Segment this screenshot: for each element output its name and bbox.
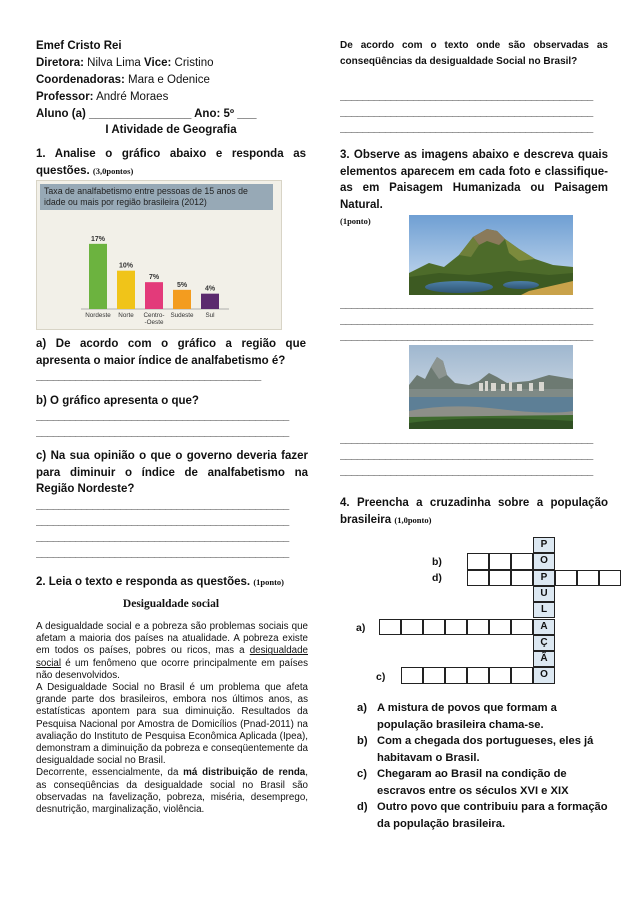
crossword-cell-d[interactable] — [555, 570, 577, 586]
chart-bar — [145, 282, 163, 309]
crossword-cell-d[interactable] — [577, 570, 599, 586]
chart-svg — [37, 181, 281, 329]
answer-line[interactable]: _____________________________________________ — [340, 90, 593, 102]
chart-tick-label: Centro- — [143, 312, 165, 319]
director-line: Diretora: Nilva Lima Vice: Cristino — [36, 57, 214, 69]
q1a-text: a) De acordo com o gráfico a região que apresenta o maior índice de analfabetismo é? — [36, 338, 306, 367]
chart-bar — [117, 271, 135, 309]
crossword-label-a: a) — [356, 622, 366, 634]
crossword-cell-a[interactable] — [467, 619, 489, 635]
answer-line[interactable]: _____________________________________________ — [36, 499, 289, 511]
chart-bar — [173, 290, 191, 309]
crossword-key-cell — [533, 651, 555, 667]
crossword-cell-c[interactable] — [401, 667, 423, 683]
crossword-cell-c[interactable] — [467, 667, 489, 683]
paragraph: Decorrente, essencialmente, da má distribuição de renda, as conseqüências da desigualdade social no Brasil são observadas na favelização, pobreza, miséria, desemprego, desnutrição, marginalização, violência. — [36, 767, 308, 816]
answer-line[interactable]: _____________________________________________ — [340, 433, 593, 445]
chart-data-label: 4% — [204, 285, 216, 293]
student-line: Aluno (a) ________________ Ano: 5º ___ — [36, 108, 257, 120]
answer-line[interactable]: _____________________________________________ — [36, 410, 289, 422]
answer-line[interactable]: _____________________________________________ — [36, 515, 289, 527]
coordinators-line: Coordenadoras: Mara e Odenice — [36, 74, 210, 86]
crossword-letter: Ç — [540, 636, 548, 648]
answer-line[interactable]: _____________________________________________ — [340, 449, 593, 461]
crossword-letter: A — [540, 620, 548, 632]
q2-text: 2. Leia o texto e responda as questões. (1ponto) — [36, 576, 285, 588]
answer-line[interactable]: _____________________________________________ — [340, 314, 593, 326]
crossword-cell-a[interactable] — [401, 619, 423, 635]
clue-item — [357, 799, 608, 832]
mountain-landscape-photo — [409, 215, 573, 295]
crossword-clues — [357, 700, 608, 832]
crossword-key-cell — [533, 537, 555, 553]
chart-bar — [201, 294, 219, 309]
crossword-cell-d[interactable] — [599, 570, 621, 586]
chart-tick-label: -Oeste — [144, 319, 164, 326]
text-title: Desigualdade social — [122, 598, 220, 610]
clue-item — [357, 700, 608, 733]
crossword-label-d: d) — [432, 572, 442, 584]
clue-letter: c) — [357, 768, 367, 780]
teacher-line: Professor: André Moraes — [36, 91, 169, 103]
chart-bar — [89, 244, 107, 309]
clue-letter: a) — [357, 702, 367, 714]
crossword-cell-a[interactable] — [379, 619, 401, 635]
crossword-cell-a[interactable] — [445, 619, 467, 635]
crossword-letter: P — [540, 539, 548, 550]
crossword-letter: O — [540, 555, 548, 567]
answer-line[interactable]: _____________________________________________ — [340, 298, 593, 310]
clue-text: A mistura de povos que formam a população brasileira chama-se. — [377, 702, 557, 731]
crossword-letter: P — [540, 571, 548, 583]
crossword-key-cell — [533, 570, 555, 586]
q4-text: 4. Preencha a cruzadinha sobre a população brasileira (1,0ponto) — [340, 497, 608, 526]
crossword-key-cell — [533, 635, 555, 651]
crossword-key-cell — [533, 586, 555, 602]
chart-data-label: 10% — [118, 262, 134, 270]
crossword-letter: U — [540, 587, 548, 599]
q2-question: De acordo com o texto onde são observadas as conseqüências da desigualdade Social no Brasil? — [340, 40, 608, 67]
chart-tick-label: Sul — [205, 312, 215, 319]
crossword-cell-d[interactable] — [467, 570, 489, 586]
answer-line[interactable]: ________________________________________ — [36, 370, 261, 382]
crossword-key-cell — [533, 619, 555, 635]
chart-data-label: 17% — [90, 235, 106, 243]
reading-text — [36, 621, 308, 816]
crossword-letter: O — [540, 669, 548, 681]
crossword-label-c: c) — [376, 671, 386, 683]
answer-line[interactable]: _____________________________________________ — [340, 106, 593, 118]
crossword-cell-c[interactable] — [511, 667, 533, 683]
paragraph: A desigualdade social e a pobreza são problemas sociais que afetam a maioria dos países na atualidade. A pobreza existe em todos os países, pobres ou ricos, mas a desigualdade social é um fenômeno que ocorre principalmente em países não desenvolvidos. — [36, 621, 308, 681]
answer-line[interactable]: _____________________________________________ — [36, 547, 289, 559]
chart-data-label: 5% — [176, 281, 188, 289]
school-name: Emef Cristo Rei — [36, 40, 122, 52]
crossword-cell-d[interactable] — [489, 570, 511, 586]
q1-text: 1. Analise o gráfico abaixo e responda as questões. (3,0pontos) — [36, 148, 306, 177]
literacy-chart — [36, 180, 282, 330]
crossword-letter: Ã — [540, 653, 548, 665]
answer-line[interactable]: _____________________________________________ — [340, 465, 593, 477]
crossword-cell-b[interactable] — [511, 553, 533, 569]
mountain-landscape-image — [409, 215, 573, 295]
city-bay-photo — [409, 345, 573, 429]
crossword-label-b: b) — [432, 556, 442, 568]
answer-line[interactable]: _____________________________________________ — [340, 330, 593, 342]
clue-letter: d) — [357, 801, 368, 813]
clue-item — [357, 766, 608, 799]
city-bay-image — [409, 345, 573, 429]
crossword-cell-b[interactable] — [489, 553, 511, 569]
q1c-text: c) Na sua opinião o que o governo deveria fazer para diminuir o índice de analfabetismo na Região Nordeste? — [36, 450, 308, 495]
chart-tick-label: Norte — [118, 312, 134, 319]
crossword-key-cell — [533, 667, 555, 683]
crossword-cell-b[interactable] — [467, 553, 489, 569]
header-block — [36, 38, 306, 123]
clue-text: Com a chegada dos portugueses, eles já habitavam o Brasil. — [377, 735, 594, 764]
answer-line[interactable]: _____________________________________________ — [340, 122, 593, 134]
activity-title: I Atividade de Geografia — [105, 124, 237, 136]
chart-data-label: 7% — [148, 274, 160, 282]
crossword-cell-c[interactable] — [489, 667, 511, 683]
clue-text: Chegaram ao Brasil na condição de escravos entre os séculos XVI e XIX — [377, 768, 569, 797]
answer-line[interactable]: _____________________________________________ — [36, 426, 289, 438]
crossword-cell-a[interactable] — [511, 619, 533, 635]
clue-list — [357, 700, 608, 832]
crossword-cell-c[interactable] — [423, 667, 445, 683]
crossword-cell-c[interactable] — [445, 667, 467, 683]
crossword-cell-a[interactable] — [489, 619, 511, 635]
paragraph: A Desigualdade Social no Brasil é um problema que afeta grande parte dos brasileiros, embora nos últimos anos, as estatísticas apontem para sua diminuição. Resultados da Pesquisa Nacional por Amostra de Domicílios (Pnad-2011) na avaliação do Instituto de Pesquisa Econômica Aplicada (Ipea), demonstram a diminuição da pobreza e conseqüentemente da desigualdade social no Brasil. — [36, 682, 308, 767]
crossword-letter: L — [540, 604, 548, 616]
chart-tick-label: Sudeste — [170, 312, 194, 319]
chart-title: Taxa de analfabetismo entre pessoas de 15 anos de idade ou mais por região brasileira (2012) — [40, 184, 273, 210]
crossword-cell-a[interactable] — [423, 619, 445, 635]
clue-letter: b) — [357, 735, 368, 747]
answer-line[interactable]: _____________________________________________ — [36, 531, 289, 543]
chart-tick-label: Nordeste — [85, 312, 111, 319]
q3-text: 3. Observe as imagens abaixo e descreva quais elementos aparecem em cada foto e classifique-as em Paisagem Humanizada ou Paisagem Natural. (1ponto) — [340, 149, 608, 226]
q1b-text: b) O gráfico apresenta o que? — [36, 395, 199, 407]
crossword-cell-d[interactable] — [511, 570, 533, 586]
crossword-key-cell — [533, 602, 555, 618]
clue-item — [357, 733, 608, 766]
clue-text: Outro povo que contribuiu para a formação da população brasileira. — [377, 801, 608, 830]
crossword-key-cell — [533, 553, 555, 569]
